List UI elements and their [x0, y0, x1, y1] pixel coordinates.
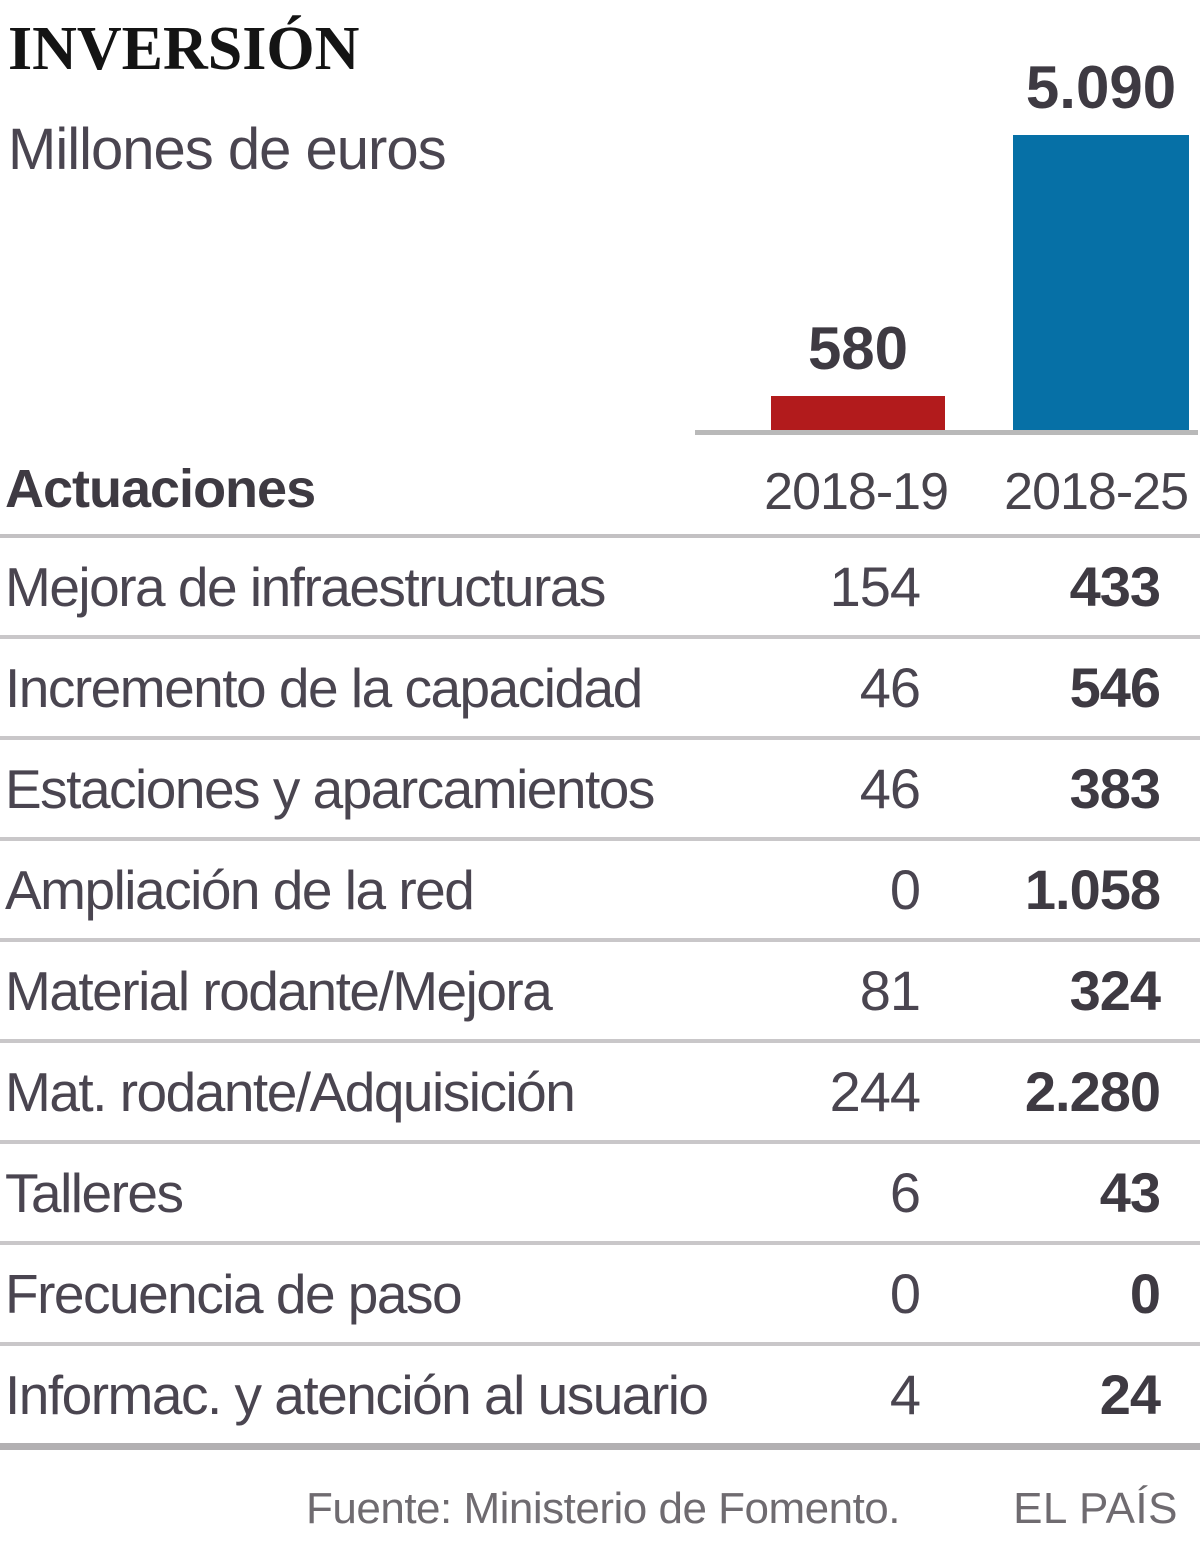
row-value-2018-19: 4 [889, 1363, 920, 1426]
row-label: Material rodante/Mejora [5, 959, 552, 1022]
table-row [0, 942, 1200, 1043]
row-value-2018-25: 383 [1069, 757, 1160, 820]
table-row [0, 1245, 1200, 1346]
row-value-2018-19: 46 [859, 656, 920, 719]
chart-title: INVERSIÓN [8, 15, 360, 83]
row-value-2018-19: 244 [829, 1060, 920, 1123]
bar-2018-19 [771, 396, 945, 430]
row-value-2018-25: 433 [1069, 555, 1160, 618]
row-value-2018-25: 24 [1099, 1363, 1160, 1426]
row-label: Mejora de infraestructuras [5, 555, 605, 618]
table-row [0, 639, 1200, 740]
row-value-2018-19: 6 [889, 1161, 920, 1224]
row-label: Informac. y atención al usuario [5, 1363, 708, 1426]
row-label: Mat. rodante/Adquisición [5, 1060, 575, 1123]
brand-logo: EL PAÍS [1013, 1484, 1178, 1533]
column-header-2018-25: 2018-25 [1004, 463, 1188, 521]
table-header-actuaciones: Actuaciones [5, 459, 316, 519]
row-value-2018-25: 324 [1069, 959, 1160, 1022]
bar-value-label-2018-19: 580 [807, 315, 909, 382]
bar-2018-25 [1013, 135, 1189, 430]
x-axis-line [695, 430, 1198, 435]
table-row [0, 1144, 1200, 1245]
table-row [0, 841, 1200, 942]
footer [0, 1484, 1200, 1544]
row-value-2018-25: 546 [1069, 656, 1160, 719]
table-header [0, 458, 1200, 530]
row-value-2018-25: 43 [1099, 1161, 1160, 1224]
row-label: Ampliación de la red [5, 858, 474, 921]
row-value-2018-19: 154 [829, 555, 920, 618]
table-row [0, 538, 1200, 639]
row-label: Incremento de la capacidad [5, 656, 642, 719]
actuaciones-table [0, 538, 1200, 1450]
row-label: Frecuencia de paso [5, 1262, 462, 1325]
row-value-2018-25: 1.058 [1024, 858, 1160, 921]
row-label: Talleres [5, 1161, 183, 1224]
table-row [0, 1043, 1200, 1144]
source-credit: Fuente: Ministerio de Fomento. [306, 1484, 900, 1533]
row-value-2018-25: 2.280 [1024, 1060, 1160, 1123]
chart-subtitle: Millones de euros [8, 117, 446, 182]
column-header-2018-19: 2018-19 [764, 463, 948, 521]
table-row [0, 740, 1200, 841]
row-value-2018-19: 81 [859, 959, 920, 1022]
row-value-2018-19: 46 [859, 757, 920, 820]
table-row [0, 1346, 1200, 1450]
row-value-2018-19: 0 [889, 1262, 920, 1325]
row-label: Estaciones y aparcamientos [5, 757, 654, 820]
row-value-2018-19: 0 [889, 858, 920, 921]
row-value-2018-25: 0 [1129, 1262, 1160, 1325]
bar-value-label-2018-25: 5.090 [1025, 54, 1177, 121]
